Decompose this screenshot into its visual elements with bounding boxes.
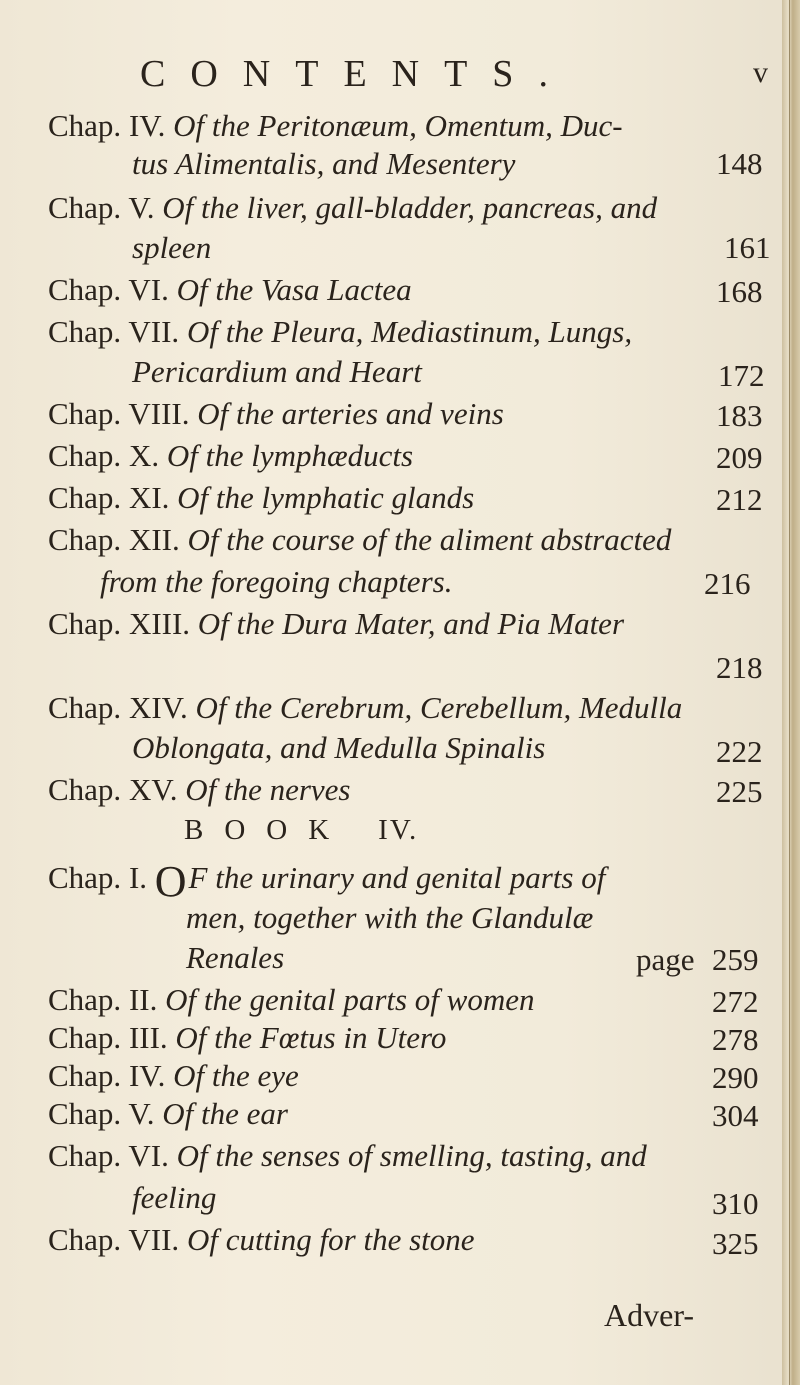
entry-label: Chap. xyxy=(48,606,122,641)
toc-page-number: 216 xyxy=(704,566,751,601)
toc-entry-continuation: Renales xyxy=(186,940,285,975)
toc-entry-continuation: Pericardium and Heart xyxy=(132,354,422,389)
entry-label: Chap. xyxy=(48,982,122,1017)
toc-entry-chap-x xyxy=(48,440,413,471)
toc-page-number: 209 xyxy=(716,440,763,475)
entry-number: XV. xyxy=(128,772,178,807)
toc-entry-chap-xii xyxy=(48,524,671,555)
entry-label: Chap. xyxy=(48,1020,122,1055)
toc-entry-chap-xi xyxy=(48,482,474,513)
entry-number: VIII. xyxy=(128,396,190,431)
toc-page-number: 222 xyxy=(716,734,763,769)
entry-number: IV. xyxy=(128,1058,166,1093)
entry-title: Of the ear xyxy=(162,1096,288,1131)
toc-entry-continuation: from the foregoing chapters. xyxy=(100,564,453,599)
toc-page-number: 278 xyxy=(712,1022,759,1057)
running-header xyxy=(0,52,800,95)
entry-label: Chap. xyxy=(48,190,122,225)
entry-number: V. xyxy=(128,1096,155,1131)
entry-title: Of the genital parts of women xyxy=(165,982,535,1017)
entry-number: I. xyxy=(128,860,148,895)
entry-number: VII. xyxy=(128,314,180,349)
toc-page-label: page xyxy=(636,942,695,977)
entry-number: VII. xyxy=(128,1222,180,1257)
toc-page-number: 172 xyxy=(718,358,765,393)
header-title: CONTENTS. xyxy=(140,53,573,95)
entry-label: Chap. xyxy=(48,108,122,143)
toc-entry-book4-chap-iv xyxy=(48,1060,299,1091)
toc-page-number: 259 xyxy=(712,942,759,977)
toc-page-number: 304 xyxy=(712,1098,759,1133)
entry-title: Of the Fœtus in Utero xyxy=(175,1020,447,1055)
entry-title: Of the lymphæducts xyxy=(166,438,414,473)
entry-number: XIII. xyxy=(128,606,191,641)
entry-title: Of the nerves xyxy=(185,772,351,807)
book-heading-roman: IV. xyxy=(378,814,419,846)
entry-label: Chap. xyxy=(48,860,122,895)
entry-label: Chap. xyxy=(48,1058,122,1093)
entry-number: X. xyxy=(128,438,160,473)
entry-label: Chap. xyxy=(48,1096,122,1131)
entry-number: VI. xyxy=(128,1138,169,1173)
entry-label: Chap. xyxy=(48,272,122,307)
entry-label: Chap. xyxy=(48,438,122,473)
entry-title: Of the Dura Mater, and Pia Mater xyxy=(197,606,625,641)
toc-entry-continuation: spleen xyxy=(132,230,212,265)
drop-cap: O xyxy=(154,857,187,906)
entry-number: VI. xyxy=(128,272,169,307)
entry-label: Chap. xyxy=(48,1138,122,1173)
toc-entry-book4-chap-vi xyxy=(48,1140,647,1171)
entry-title: Of the liver, gall-bladder, pancreas, and xyxy=(162,190,658,225)
toc-entry-book4-chap-ii xyxy=(48,984,535,1015)
toc-entry-chap-v xyxy=(48,192,657,223)
entry-number: IV. xyxy=(128,108,166,143)
entry-title: Of the eye xyxy=(173,1058,299,1093)
toc-entry-book4-chap-vii xyxy=(48,1224,475,1255)
entry-title: Of the Cerebrum, Cerebellum, Medulla xyxy=(195,690,683,725)
entry-title: Of the Vasa Lactea xyxy=(176,272,412,307)
toc-entry-chap-vii xyxy=(48,316,632,347)
toc-entry-book4-chap-iii xyxy=(48,1022,446,1053)
toc-page-number: 290 xyxy=(712,1060,759,1095)
toc-entry-chap-vi xyxy=(48,274,412,305)
catchword: Adver- xyxy=(604,1297,694,1333)
toc-page-number: 325 xyxy=(712,1226,759,1261)
entry-label: Chap. xyxy=(48,396,122,431)
entry-number: V. xyxy=(128,190,155,225)
entry-number: XII. xyxy=(128,522,180,557)
entry-label: Chap. xyxy=(48,1222,122,1257)
entry-label: Chap. xyxy=(48,690,122,725)
toc-page-number: 218 xyxy=(716,650,763,685)
entry-number: III. xyxy=(128,1020,168,1055)
entry-title: Of the Pleura, Mediastinum, Lungs, xyxy=(186,314,633,349)
page-edge xyxy=(782,0,800,1385)
toc-page-number: 310 xyxy=(712,1186,759,1221)
entry-title: Of cutting for the stone xyxy=(186,1222,475,1257)
toc-page-number: 183 xyxy=(716,398,763,433)
book-heading xyxy=(184,814,418,847)
toc-entry-chap-iv xyxy=(48,110,623,141)
entry-title: Of the Peritonæum, Omentum, Duc- xyxy=(173,108,623,143)
toc-page-number: 161 xyxy=(724,230,771,265)
entry-title: Of the arteries and veins xyxy=(197,396,504,431)
entry-number: XIV. xyxy=(128,690,188,725)
toc-entry-continuation: men, together with the Glandulæ xyxy=(186,900,594,935)
toc-entry-chap-xiii xyxy=(48,608,624,639)
entry-number: XI. xyxy=(128,480,170,515)
toc-page-number: 212 xyxy=(716,482,763,517)
toc-page-number: 272 xyxy=(712,984,759,1019)
book-heading-word: BOOK xyxy=(184,814,351,846)
entry-title: Of the course of the aliment abstracted xyxy=(187,522,672,557)
toc-entry-chap-xiv xyxy=(48,692,682,723)
page-gutter-line xyxy=(789,0,790,1385)
toc-page-number: 225 xyxy=(716,774,763,809)
entry-title: Of the senses of smelling, tasting, and xyxy=(176,1138,647,1173)
header-page-number: v xyxy=(753,56,768,89)
toc-entry-book4-chap-v xyxy=(48,1098,288,1129)
entry-title: F the urinary and genital parts of xyxy=(188,860,606,895)
entry-label: Chap. xyxy=(48,772,122,807)
entry-label: Chap. xyxy=(48,522,122,557)
toc-page-number: 168 xyxy=(716,274,763,309)
toc-page-number: 148 xyxy=(716,146,763,181)
entry-label: Chap. xyxy=(48,480,122,515)
entry-label: Chap. xyxy=(48,314,122,349)
entry-title: Of the lymphatic glands xyxy=(177,480,475,515)
toc-entry-continuation: tus Alimentalis, and Mesentery xyxy=(132,146,516,181)
toc-entry-chap-viii xyxy=(48,398,504,429)
toc-entry-continuation: Oblongata, and Medulla Spinalis xyxy=(132,730,546,765)
entry-number: II. xyxy=(128,982,158,1017)
toc-entry-chap-xv xyxy=(48,774,351,805)
toc-entry-book4-chap-i xyxy=(48,857,606,906)
toc-entry-continuation: feeling xyxy=(132,1180,217,1215)
